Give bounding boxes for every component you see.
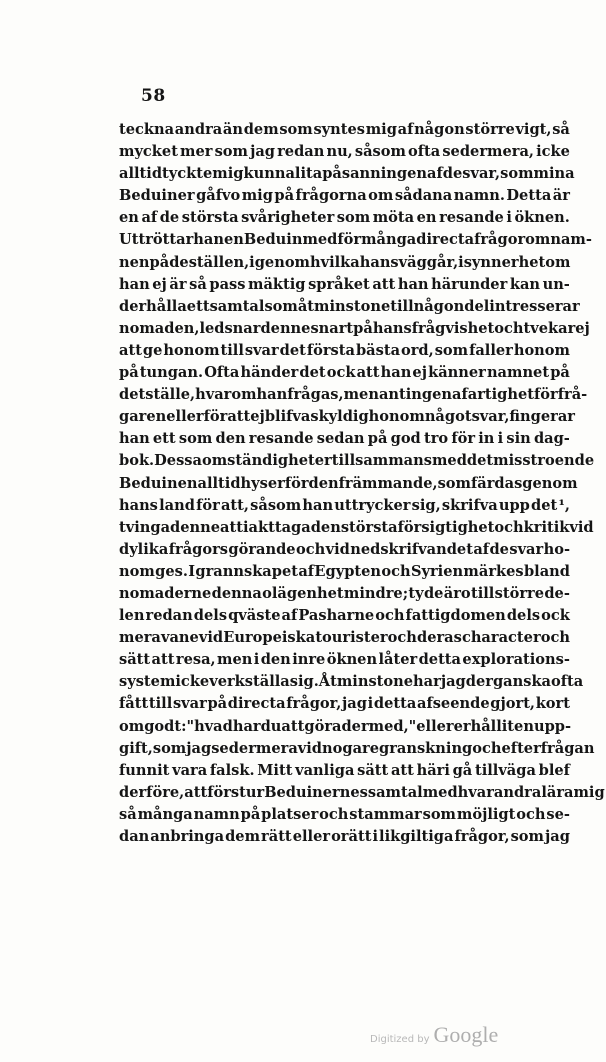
- watermark-prefix: Digitized by: [370, 1034, 430, 1045]
- text-line: sätt att resa, men i den inre öknen låter detta explorations-: [119, 651, 570, 669]
- text-line: derhålla ett samtal som åtminstone till någon del intresserar: [119, 297, 580, 315]
- text-line: nom ges. I grannskapet af Egypten och Syrien märkes bland: [119, 562, 570, 580]
- text-line: att ge honom till svar det första bästa ord, som faller honom: [119, 341, 570, 359]
- text-line: nen på de ställen, igenom hvilka hans väg går, isynnerhet om: [119, 253, 571, 271]
- text-line: han ej är så pass mäktig språket att han härunder kan un-: [119, 275, 570, 293]
- text-line: system icke verkställa sig. Åtminstone har jag der ganska ofta: [119, 673, 584, 691]
- text-line: det ställe, hvarom han frågas, men antingen af artighet för frå-: [119, 386, 588, 404]
- text-line: nomaderne denna olägenhet mindre; ty de äro till större de-: [119, 584, 570, 602]
- text-line: gift, som jag sedermera vid nogare granskning och efterfrågan: [119, 739, 595, 757]
- text-line: om godt: "hvad har du att göra dermed," eller erhållit en upp-: [119, 717, 572, 735]
- text-line: fått till svar på directa frågor, jag i detta afseende gjort, kort: [119, 695, 570, 713]
- page-number: 58: [141, 86, 166, 106]
- text-line: dylika frågors görande och vid nedskrifvandet af de svar ho-: [119, 540, 570, 558]
- google-logo: Google: [433, 1022, 499, 1047]
- text-line: funnit vara falsk. Mitt vanliga sätt att häri gå tillväga blef: [119, 761, 570, 779]
- digitized-watermark: [370, 1022, 498, 1048]
- text-line: alltid tyckte mig kunna lita på sanningen af de svar, som mina: [119, 165, 575, 183]
- text-line: tvinga denne att iakttaga den största försigtighet och kritik vid: [119, 518, 594, 536]
- text-line: mera vane vid Europeiska tourister och deras character och: [119, 629, 570, 647]
- text-line: Beduiner gåfvo mig på frågorna om sådana namn. Detta är: [119, 187, 570, 205]
- text-line: Uttröttar han en Beduin med för många directa frågor om nam-: [119, 231, 592, 249]
- text-line: han ett som den resande sedan på god tro för in i sin dag-: [119, 430, 570, 448]
- text-line: dan anbringa dem rätt eller orätt i likgiltiga frågor, som jag: [119, 828, 570, 845]
- text-line: teckna andra än dem som syntes mig af någon större vigt, så: [119, 121, 570, 138]
- text-line: Beduinen alltid hyser för den främmande, som färdas genom: [119, 474, 578, 492]
- text-line: hans land för att, såsom han uttrycker sig, skrifva upp det ¹,: [119, 496, 570, 514]
- body-text: [119, 119, 605, 848]
- text-line: len redan dels qväste af Pasharne och fattigdomen dels ock: [119, 607, 570, 625]
- text-line: nomaden, ledsnar denne snart på hans frågvishet och tvekar ej: [119, 319, 590, 337]
- text-line: en af de största svårigheter som möta en resande i öknen.: [119, 209, 570, 227]
- text-line: bok. Dessa omständigheter tillsammans med det misstroende: [119, 452, 595, 470]
- text-line: derföre, att först ur Beduinernes samtal med hvarandra lära mig: [119, 783, 605, 801]
- text-line: mycket mer som jag redan nu, såsom ofta sedermera, icke: [119, 143, 570, 161]
- text-line: garen eller för att ej blifva skyldig honom något svar, fingerar: [119, 408, 575, 426]
- text-line: på tungan. Ofta händer det ock att han ej känner namnet på: [119, 364, 570, 382]
- text-line: så många namn på platser och stammar som möjligt och se-: [119, 805, 570, 823]
